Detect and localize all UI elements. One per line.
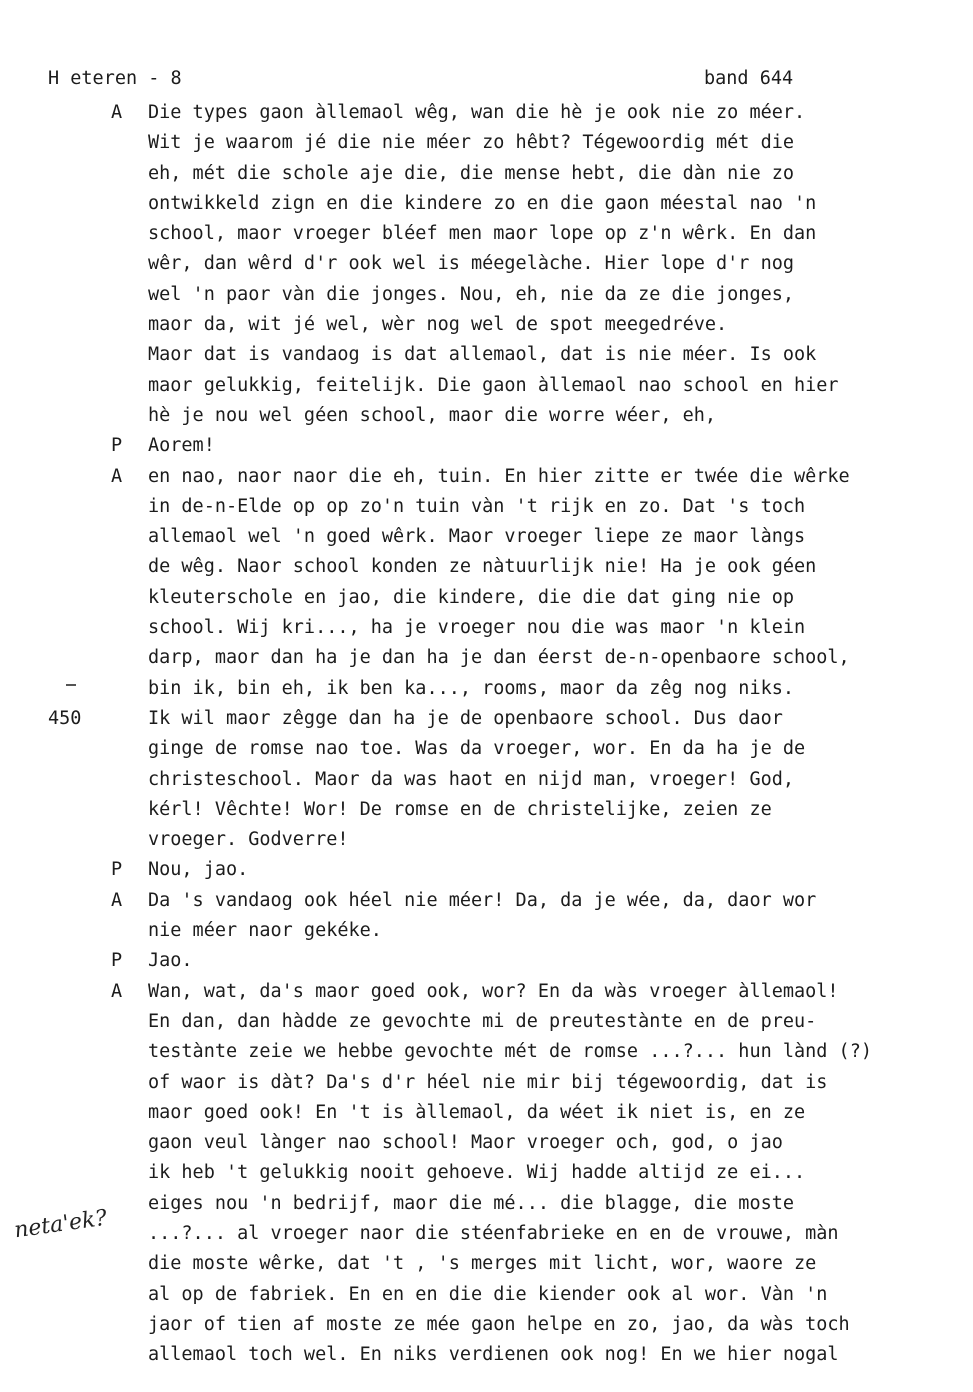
transcript-line (0, 98, 973, 128)
line-text: kérl! Vêchte! Wor! De romse en de christelijke, zeien ze (148, 798, 772, 820)
line-text: Jao. (148, 950, 193, 972)
line-text: school, maor vroeger bléef men maor lope op z'n wêrk. En dan (148, 223, 817, 245)
line-text: Wan, wat, da's maor goed ook, wor? En da wàs vroeger àllemaol! (148, 980, 839, 1002)
transcript-line (0, 946, 973, 976)
line-text: Ik wil maor zêgge dan ha je de openbaore school. Dus daor (148, 707, 783, 729)
speaker-label: A (111, 889, 123, 911)
transcript-line (0, 825, 973, 855)
line-text: testànte zeie we hebbe gevochte mét de romse ...?... hun lànd (?) (148, 1041, 872, 1063)
line-text: eiges nou 'n bedrijf, maor die mé... die blagge, die moste (148, 1192, 795, 1214)
transcript-line (0, 431, 973, 461)
line-text: ...?... al vroeger naor die stéenfabrieke en en de vrouwe, màn (148, 1222, 839, 1244)
page-header (48, 68, 808, 96)
line-text: En dan, dan hàdde ze gevochte mi de preutestànte en de preu- (148, 1010, 817, 1032)
transcript-line (0, 522, 973, 552)
transcript-line (0, 977, 973, 1007)
line-text: Aorem! (148, 435, 215, 457)
line-text: al op de fabriek. En en en die die kiender ook al wor. Vàn 'n (148, 1283, 828, 1305)
line-text: en nao, naor naor die eh, tuin. En hier zitte er twée die wêrke (148, 465, 850, 487)
line-text: hè je nou wel géen school, maor die worre wéer, eh, (148, 404, 717, 426)
line-text: nie méer naor gekéke. (148, 920, 382, 942)
transcript-line (0, 1249, 973, 1279)
speaker-label: A (111, 465, 123, 487)
transcript-line (0, 462, 973, 492)
line-text: darp, maor dan ha je dan ha je dan éerst de-n-openbaore school, (148, 647, 850, 669)
transcript-line (0, 1158, 973, 1188)
transcript-line (0, 674, 973, 704)
line-text: eh, mét die schole aje die, die mense hebt, die dàn nie zo (148, 162, 795, 184)
line-text: die moste wêrke, dat 't , 's merges mit licht, wor, waore ze (148, 1253, 817, 1275)
transcript-line (0, 492, 973, 522)
transcript-line (0, 219, 973, 249)
transcript-line (0, 704, 973, 734)
line-text: allemaol toch wel. En niks verdienen ook nog! En we hier nogal (148, 1344, 839, 1366)
transcript-line (0, 128, 973, 158)
transcript-line (0, 613, 973, 643)
line-number: 450 (48, 707, 82, 729)
line-text: maor gelukkig, feitelijk. Die gaon àllemaol nao school en hier (148, 374, 839, 396)
transcript-line (0, 765, 973, 795)
transcript-line (0, 159, 973, 189)
line-text: of waor is dàt? Da's d'r héel nie mir bij tégewoordig, dat is (148, 1071, 828, 1093)
speaker-label: P (111, 950, 123, 972)
line-text: wel 'n paor vàn die jonges. Nou, eh, nie da ze die jonges, (148, 283, 795, 305)
transcript-line (0, 795, 973, 825)
line-text: kleuterschole en jao, die kindere, die die dat ging nie op (148, 586, 795, 608)
transcript-line (0, 1189, 973, 1219)
line-text: allemaol wel 'n goed wêrk. Maor vroeger liepe ze maor làngs (148, 526, 806, 548)
line-text: Die types gaon àllemaol wêg, wan die hè je ook nie zo méer. (148, 102, 806, 123)
transcript-line (0, 1007, 973, 1037)
line-text: maor da, wit jé wel, wèr nog wel de spot meegedréve. (148, 314, 728, 336)
line-text: school. Wij kri..., ha je vroeger nou die was maor 'n klein (148, 617, 806, 639)
header-title: H eteren - 8 (48, 68, 182, 89)
transcript-line (0, 1068, 973, 1098)
line-text: jaor of tien af moste ze mée gaon helpe en zo, jao, da wàs toch (148, 1313, 850, 1335)
transcript-line (0, 916, 973, 946)
line-text: Maor dat is vandaog is dat allemaol, dat is nie méer. Is ook (148, 344, 817, 366)
transcript-line (0, 280, 973, 310)
line-text: christeschool. Maor da was haot en nijd man, vroeger! God, (148, 768, 795, 790)
handwritten-margin-note: neta'ek? (12, 1205, 109, 1244)
transcript-line (0, 855, 973, 885)
line-text: wêr, dan wêrd d'r ook wel is méegelàche. Hier lope d'r nog (148, 253, 795, 275)
transcript-line (0, 1128, 973, 1158)
speaker-label: P (111, 859, 123, 881)
transcript-line (0, 249, 973, 279)
transcript-line (0, 583, 973, 613)
line-text: Wit je waarom jé die nie méer zo hêbt? Tégewoordig mét die (148, 132, 795, 154)
speaker-label: A (111, 102, 123, 123)
speaker-label: P (111, 435, 123, 457)
transcript-line (0, 371, 973, 401)
line-text: ik heb 't gelukkig nooit gehoeve. Wij hadde altijd ze ei... (148, 1162, 806, 1184)
transcript-line (0, 643, 973, 673)
transcript-line (0, 189, 973, 219)
transcript-line (0, 1098, 973, 1128)
transcript-line (0, 1310, 973, 1340)
line-text: in de-n-Elde op op zo'n tuin vàn 't rijk en zo. Dat 's toch (148, 495, 806, 517)
line-text: gaon veul lànger nao school! Maor vroeger och, god, o jao (148, 1132, 783, 1154)
line-text: bin ik, bin eh, ik ben ka..., rooms, maor da zêg nog niks. (148, 677, 795, 699)
header-tape-number: band 644 (704, 68, 794, 89)
line-text: maor goed ook! En 't is àllemaol, da wéet ik niet is, en ze (148, 1101, 806, 1123)
transcript-line (0, 734, 973, 764)
transcript-line (0, 1340, 973, 1370)
speaker-label: A (111, 980, 123, 1002)
transcript-line (0, 552, 973, 582)
line-text: ontwikkeld zign en die kindere zo en die gaon méestal nao 'n (148, 192, 817, 214)
line-text: Da 's vandaog ook héel nie méer! Da, da je wée, da, daor wor (148, 889, 817, 911)
transcript-line (0, 886, 973, 916)
transcript-line (0, 310, 973, 340)
transcript-line (0, 1219, 973, 1249)
line-text: de wêg. Naor school konden ze nàtuurlijk nie! Ha je ook géen (148, 556, 817, 578)
transcript-line (0, 340, 973, 370)
transcript-line (0, 401, 973, 431)
line-text: ginge de romse nao toe. Was da vroeger, wor. En da ha je de (148, 738, 806, 760)
line-text: Nou, jao. (148, 859, 249, 881)
transcript-body (0, 98, 973, 1370)
transcript-line (0, 1280, 973, 1310)
line-text: vroeger. Godverre! (148, 829, 349, 851)
transcript-line (0, 1037, 973, 1067)
